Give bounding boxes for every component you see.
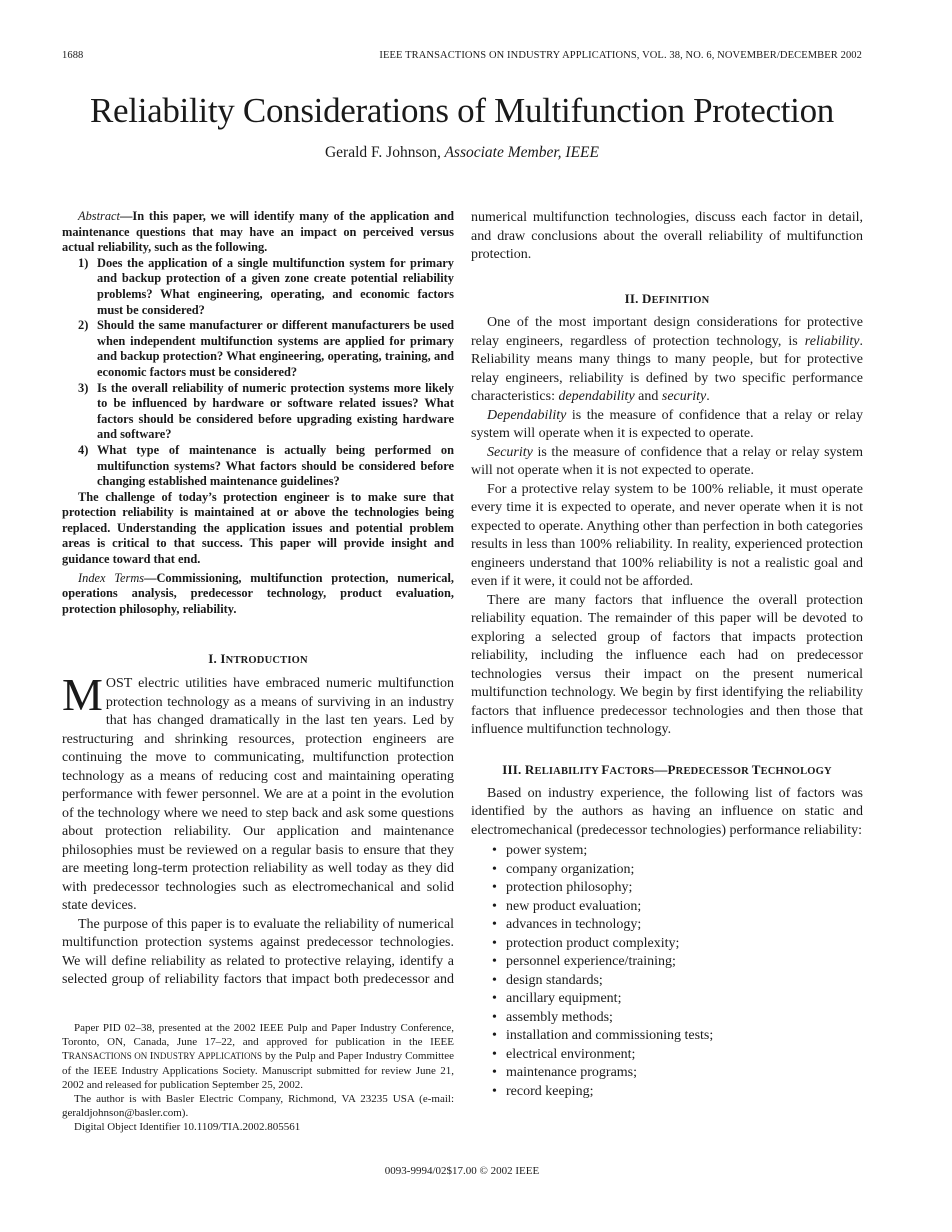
definition-paragraph-2 [471,407,863,444]
list-item: • advances in technology; [471,916,863,935]
list-item: • maintenance programs; [471,1064,863,1083]
abstract-question [62,318,454,380]
first-page-footnote [62,1021,454,1135]
list-item: • design standards; [471,972,863,991]
text-run: A [197,1050,206,1063]
intro-paragraph-2-continued [471,209,863,265]
footnote-paragraph-1 [62,1021,454,1092]
heading-cap: I [220,651,226,667]
text-run: NDUSTRY [153,1051,198,1062]
text-run: . Reliability means many things to many people, but for protective relay engineers, reliability is defined by two specific performance characteristics: [471,333,863,404]
factors-paragraph: Based on industry experience, the following list of factors was identified by the authors as having an influence on static and electromechanical (predecessor technologies) performance reliability: [471,785,863,838]
list-item: • new product evaluation; [471,898,863,917]
question-text: Should the same manufacturer or different manufacturers be used when independent multifunction systems are applied for primary and backup protection? What engineering, operating, training, and economic factors must be considered? [97,318,454,379]
question-text: Is the overall reliability of numeric protection systems more likely to be influenced by hardware or software related issues? What factors should be considered before upgrading existing hardware and software? [97,380,454,442]
intro-paragraph-1 [62,669,454,916]
abstract-questions [62,256,454,490]
heading-dash: — [654,761,668,777]
list-item: • power system; [471,842,863,861]
right-column [471,209,863,1101]
definition-paragraph-3 [471,444,863,481]
intro-paragraph-2: The purpose of this paper is to evaluate the reliability of numerical multifunction protection systems against predecessor technologies. We will define reliability as related to protective relaying, identify a selected group of reliability factors that impact both predecessor and [62,916,454,988]
author-separator: , [436,144,445,161]
question-text: Does the application of a single multifunction system for primary and backup protection of a given zone create potential reliability problems? What engineering, operating, and economic factors must be considered? [97,255,454,317]
journal-citation: IEEE TRANSACTIONS ON INDUSTRY APPLICATIONS, VOL. 38, NO. 6, NOVEMBER/DECEMBER 2002 [379,50,862,61]
term-reliability: reliability [804,333,860,349]
term-security: security [661,389,707,404]
text-run: . [706,389,710,404]
left-column [62,209,454,990]
heading-smallcaps: ECHNOLOGY [760,765,832,777]
footnote-doi: Digital Object Identifier 10.1109/TIA.2002.805561 [74,1121,301,1134]
index-terms-text: —Commissioning, multifunction protection, numerical, operations analysis, predecessor technology, product evaluation, protection philosophy, reliability. [62,570,454,616]
term-dependability: Dependability [487,407,567,423]
text-run: is the measure of confidence that a relay or relay system will operate when it is expected to operate. [471,407,863,441]
intro-paragraph-1-text: OST electric utilities have embraced numeric multifunction protection technology as a means of surviving in an industry that has changed dramatically in the last ten years. Led by restructuring and shrinking resources, protection engineers are continuing the move to communicating, multifunction protection technology as a means of reducing cost and maintaining operating performance with fewer personnel. We are at a point in the evolution of the technology where we need to step back and ask some questions about protection reliability. Our application and maintenance philosophies must be reviewed on a regular basis to ensure that they are meeting long-term protection reliability as well today as they did with predecessor technologies such as electromechanical and solid state devices. [62,676,454,914]
definition-paragraph-1 [471,314,863,407]
abstract-question [62,256,454,318]
drop-cap: M [62,669,103,721]
section-heading-reliability-factors [471,762,863,778]
heading-cap: D [642,291,652,306]
question-number: 4) [78,442,89,457]
abstract-question [62,381,454,443]
section-numeral: III. [502,761,525,777]
author-name: Gerald F. Johnson [324,144,437,161]
question-number: 2) [78,318,89,333]
text-run: I [149,1050,154,1063]
term-security: Security [487,444,533,460]
heading-cap: P [667,761,676,777]
text-run: by the Pulp and Paper Industry Committee of the IEEE Industry Applications Society. Manuscript submitted for review June 21, 2002 and released for publication September 25, 2002. [62,1050,454,1091]
author-line [0,144,924,162]
text-run: PPLICATIONS [205,1051,263,1062]
abstract-intro-text: —In this paper, we will identify many of the application and maintenance questions that may have an impact on perceived versus actual reliability, such as the following. [62,209,454,255]
paper-title: Reliability Considerations of Multifunction Protection [90,91,834,130]
definition-paragraph-5: There are many factors that influence the overall protection reliability equation. The remainder of this paper will be devoted to exploring a selected group of factors that impacts protection reliability, including the influence each had on predecessor technologies versus their impact on the present numerical multifunction technology. We begin by first identifying the reliability factors that influence predecessor technologies and then those that influence multifunction technology. [471,592,863,737]
abstract-closing: The challenge of today’s protection engineer is to make sure that protection reliability is maintained at or above the technologies being replaced. Understanding the application issues and potential problem areas is critical to that success. This paper will provide insight and guidance toward that end. [62,489,454,567]
list-item: • protection philosophy; [471,879,863,898]
heading-smallcaps: NTRODUCTION [225,655,308,667]
heading-smallcaps: EFINITION [651,295,710,306]
list-item: • electrical environment; [471,1046,863,1065]
text-run: Paper PID 02–38, presented at the 2002 IEEE Pulp and Paper Industry Conference, Toronto, ON, Canada, June 17–22, and approved for publication in the IEEE [62,1022,454,1049]
list-item: • installation and commissioning tests; [471,1027,863,1046]
text-run: One of the most important design considerations for protective relay engineers, regardless of protection technology, is [471,315,863,349]
list-item: • ancillary equipment; [471,990,863,1009]
list-item: • company organization; [471,861,863,880]
abstract [62,209,454,617]
text-run: RANSACTIONS ON [68,1051,150,1062]
page-number: 1688 [62,50,84,61]
definition-paragraph-4: For a protective relay system to be 100% reliable, it must operate every time it is expected to operate, and never operate when it is not expected to operate. Anything other than perfection in both categories results in less than 100% reliability. In reality, experienced protection engineers understand that 100% reliability is not a realistic goal and even if it were, it could not be afforded. [471,481,863,589]
list-item: • record keeping; [471,1083,863,1102]
text-run: T [62,1050,69,1063]
question-text: What type of maintenance is actually being performed on multifunction systems? What factors should be considered before changing established maintenance guidelines? [97,442,454,489]
section-numeral: II. [624,291,642,306]
list-item: • assembly methods; [471,1009,863,1028]
intro-paragraph-2-overflow: numerical multifunction technologies, discuss each factor in detail, and draw conclusions about the overall reliability of multifunction protection. [471,210,863,262]
text-run: is the measure of confidence that a relay or relay system will not operate when it is not expected to operate. [471,444,863,478]
question-number: 3) [78,380,89,395]
abstract-intro [62,209,454,256]
factors-list [471,842,863,1101]
author-role: Associate Member, IEEE [444,144,599,161]
text-run: and [634,389,662,404]
heading-smallcaps: REDECESSOR [675,765,752,777]
heading-cap: F [601,761,610,777]
section-heading-introduction [62,651,454,667]
section-heading-definition [471,291,863,307]
abstract-question [62,443,454,490]
copyright-footer: 0093-9994/02$17.00 © 2002 IEEE [384,1165,540,1177]
footnote-paragraph-2: The author is with Basler Electric Company, Richmond, VA 23235 USA (e-mail: geraldjohnson@basler.com). [62,1093,454,1120]
heading-cap: T [751,761,761,777]
heading-cap: R [524,761,535,777]
section-numeral: I. [208,651,221,667]
heading-smallcaps: ELIABILITY [534,765,602,777]
question-number: 1) [78,255,89,270]
index-terms [62,571,454,618]
heading-smallcaps: ACTORS [609,765,655,777]
list-item: • personnel experience/training; [471,953,863,972]
abstract-lead: Abstract [78,209,120,223]
index-terms-lead: Index Terms [78,570,145,585]
list-item: • protection product complexity; [471,935,863,954]
term-dependability: dependability [558,389,635,404]
